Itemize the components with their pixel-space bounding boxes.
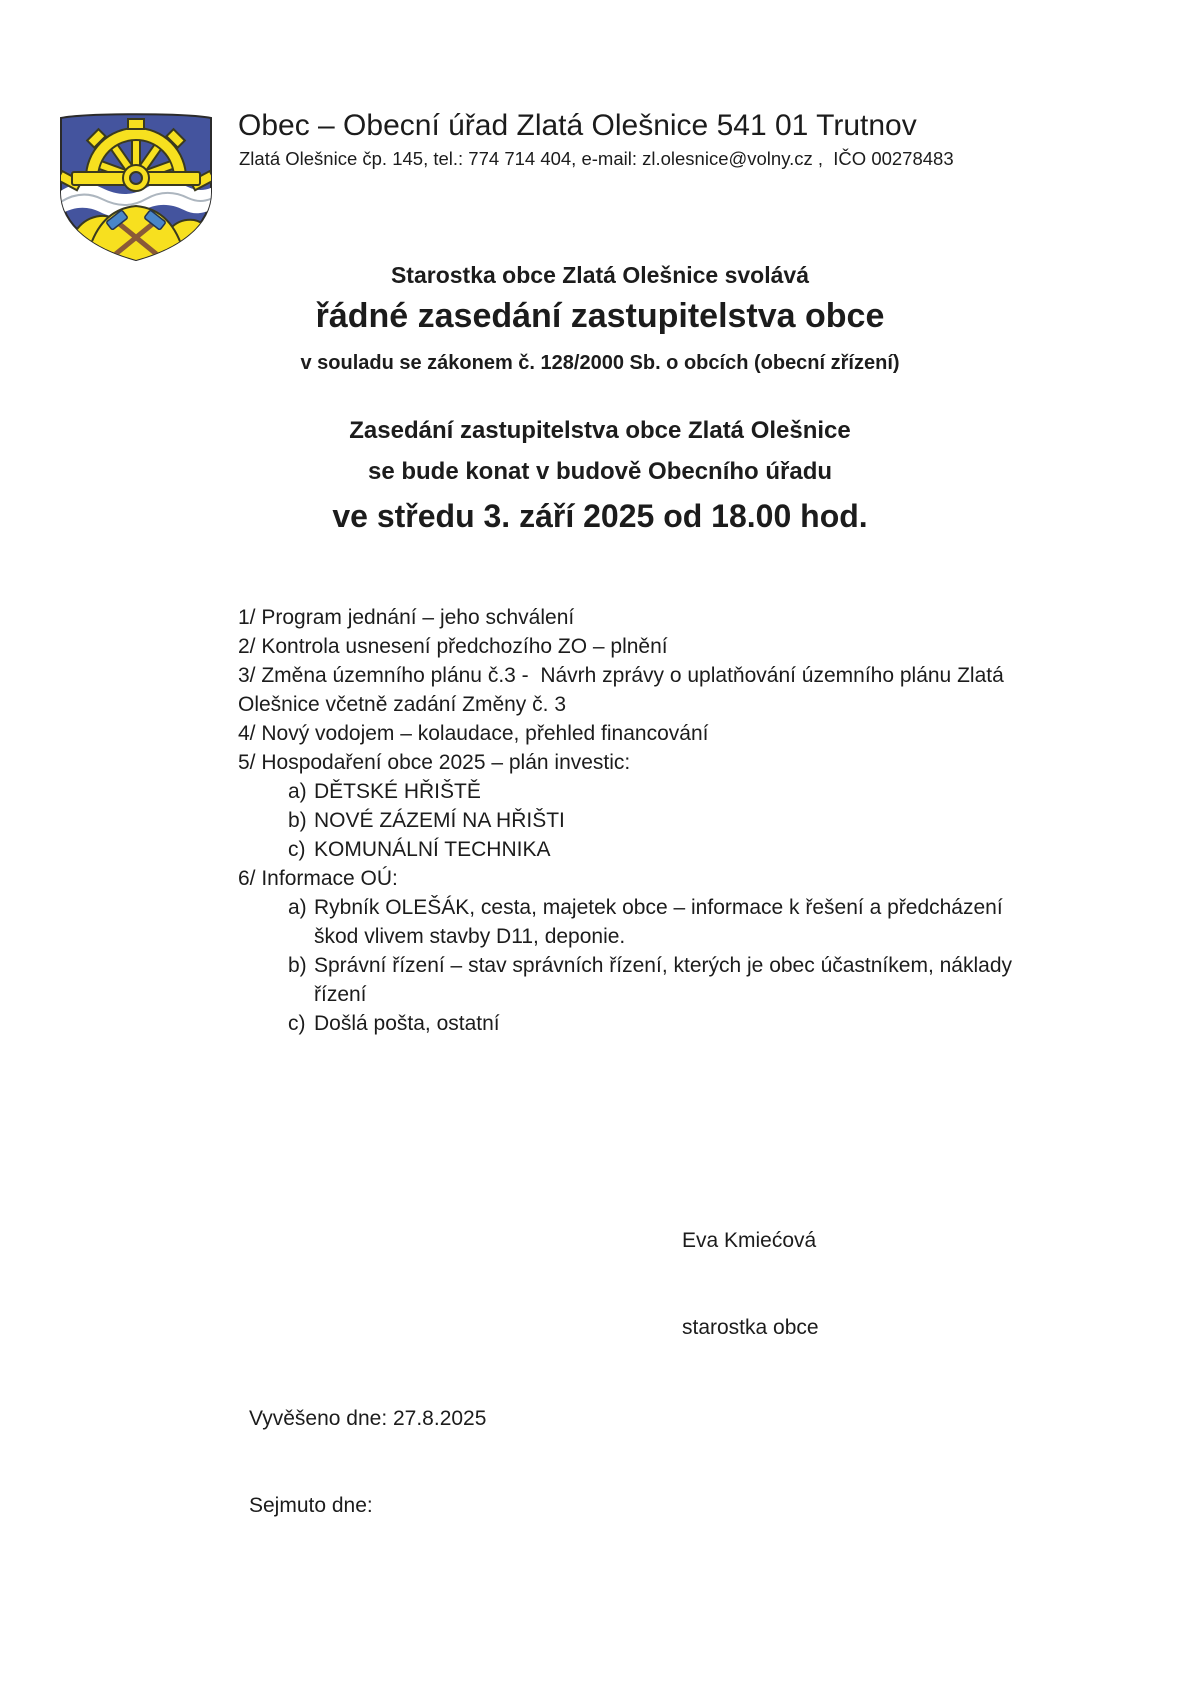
removed-date-line: Sejmuto dne: xyxy=(249,1494,373,1517)
subitem-text: Správní řízení – stav správních řízení, kterých je obec účastníkem, náklady xyxy=(314,954,1012,977)
announcement-intro: Starostka obce Zlatá Olešnice svolává xyxy=(390,262,810,288)
agenda-item: 5/ Hospodaření obce 2025 – plán investic: xyxy=(238,751,631,774)
agenda-item-continuation: Olešnice včetně zadání Změny č. 3 xyxy=(238,693,566,716)
announcement-place-line2: se bude konat v budově Obecního úřadu xyxy=(367,458,833,485)
agenda-item: 2/ Kontrola usnesení předchozího ZO – plnění xyxy=(238,635,668,658)
subitem-marker: a) xyxy=(288,896,307,919)
agenda-item: 1/ Program jednání – jeho schválení xyxy=(238,606,575,629)
announcement-datetime: ve středu 3. září 2025 od 18.00 hod. xyxy=(332,498,868,534)
subitem-marker: b) xyxy=(288,954,307,977)
subitem-text: DĚTSKÉ HŘIŠTĚ xyxy=(314,780,481,803)
posted-date-line: Vyvěšeno dne: 27.8.2025 xyxy=(249,1407,487,1430)
agenda-subitem-continuation: škod vlivem stavby D11, deponie. xyxy=(314,925,626,948)
announcement-legal-basis: v souladu se zákonem č. 128/2000 Sb. o obcích (obecní zřízení) xyxy=(300,352,900,374)
subitem-marker: c) xyxy=(288,1012,306,1035)
subitem-marker: c) xyxy=(288,838,306,861)
agenda-subitem-continuation: řízení xyxy=(314,983,367,1006)
agenda-subitem xyxy=(238,835,1138,864)
subitem-marker: a) xyxy=(288,780,307,803)
subitem-text: Došlá pošta, ostatní xyxy=(314,1012,500,1035)
agenda-subitem xyxy=(238,1009,1138,1038)
announcement-title: řádné zasedání zastupitelstva obce xyxy=(315,297,885,335)
posting-dates-block xyxy=(249,1346,486,1578)
subitem-marker: b) xyxy=(288,809,307,832)
office-contact-line: Zlatá Olešnice čp. 145, tel.: 774 714 404, e-mail: zl.olesnice@volny.cz , IČO 00278483 xyxy=(239,148,954,169)
office-name: Obec – Obecní úřad Zlatá Olešnice 541 01 Trutnov xyxy=(238,109,917,142)
signature-block xyxy=(682,1168,819,1400)
agenda-item: 3/ Změna územního plánu č.3 - Návrh zprávy o uplatňování územního plánu Zlatá xyxy=(238,664,1004,687)
agenda-list xyxy=(238,603,1138,1038)
agenda-item: 4/ Nový vodojem – kolaudace, přehled financování xyxy=(238,722,709,745)
signatory-name: Eva Kmiećová xyxy=(682,1229,817,1252)
subitem-text: NOVÉ ZÁZEMÍ NA HŘIŠTI xyxy=(314,809,565,832)
municipal-coat-of-arms-icon xyxy=(52,110,220,265)
agenda-subitem xyxy=(238,951,1138,980)
signatory-role: starostka obce xyxy=(682,1316,819,1339)
announcement-place-line1: Zasedání zastupitelstva obce Zlatá Olešnice xyxy=(349,417,851,444)
agenda-subitem xyxy=(238,806,1138,835)
agenda-subitem xyxy=(238,893,1138,922)
agenda-item: 6/ Informace OÚ: xyxy=(238,867,398,890)
agenda-subitem xyxy=(238,777,1138,806)
subitem-text: KOMUNÁLNÍ TECHNIKA xyxy=(314,838,551,861)
subitem-text: Rybník OLEŠÁK, cesta, majetek obce – informace k řešení a předcházení xyxy=(314,896,1003,919)
